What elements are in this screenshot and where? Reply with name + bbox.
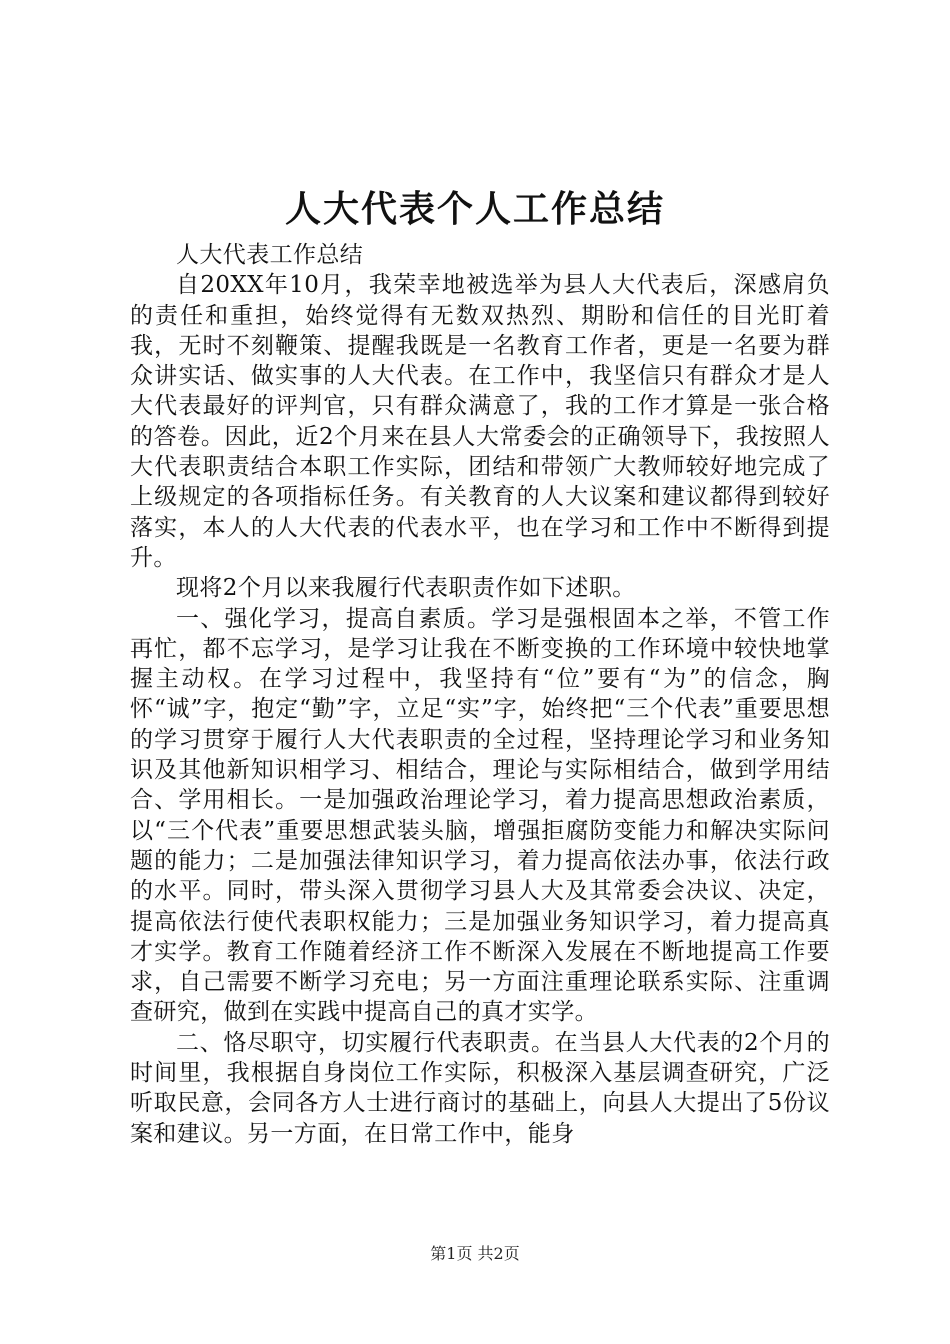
intro-paragraph: 自20XX年10月，我荣幸地被选举为县人大代表后，深感肩负的责任和重担，始终觉得有无数双热烈、期盼和信任的目光盯着我，无时不刻鞭策、提醒我既是一名教育工作者，更是一名要为群众讲实话、做实事的人大代表。在工作中，我坚信只有群众才是人大代表最好的评判官，只有群众满意了，我的工作才算是一张合格的答卷。因此，近2个月来在县人大常委会的正确领导下，我按照人大代表职责结合本职工作实际，团结和带领广大教师较好地完成了上级规定的各项指标任务。有关教育的人大议案和建议都得到较好落实，本人的人大代表的代表水平，也在学习和工作中不断得到提升。 [130,272,830,571]
subtitle-paragraph: 人大代表工作总结 [176,242,364,268]
document-title: 人大代表个人工作总结 [284,188,665,230]
section-two-paragraph: 二、恪尽职守，切实履行代表职责。在当县人大代表的2个月的时间里，我根据自身岗位工作实际，积极深入基层调查研究，广泛听取民意，会同各方人士进行商讨的基础上，向县人大提出了5份议案和建议。另一方面，在日常工作中，能身 [130,1029,830,1147]
section-one-paragraph: 一、强化学习，提高自素质。学习是强根固本之举，不管工作再忙，都不忘学习，是学习让我在不断变换的工作环境中较快地掌握主动权。在学习过程中，我坚持有“位”要有“为”的信念，胸怀“诚”字，抱定“勤”字，立足“实”字，始终把“三个代表”重要思想的学习贯穿于履行人大代表职责的全过程，坚持理论学习和业务知识及其他新知识相学习、相结合，理论与实际相结合，做到学用结合、学用相长。一是加强政治理论学习，着力提高思想政治素质，以“三个代表”重要思想武装头脑，增强拒腐防变能力和解决实际问题的能力；二是加强法律知识学习，着力提高依法办事，依法行政的水平。同时，带头深入贯彻学习县人大及其常委会决议、决定，提高依法行使代表职权能力；三是加强业务知识学习，着力提高真才实学。教育工作随着经济工作不断深入发展在不断地提高工作要求，自己需要不断学习充电；另一方面注重理论联系实际、注重调查研究，做到在实践中提高自己的真才实学。 [130,605,830,1026]
page-number-footer: 第1页 共2页 [430,1244,520,1263]
report-intro-paragraph: 现将2个月以来我履行代表职责作如下述职。 [176,575,636,602]
document-body [130,240,830,1149]
